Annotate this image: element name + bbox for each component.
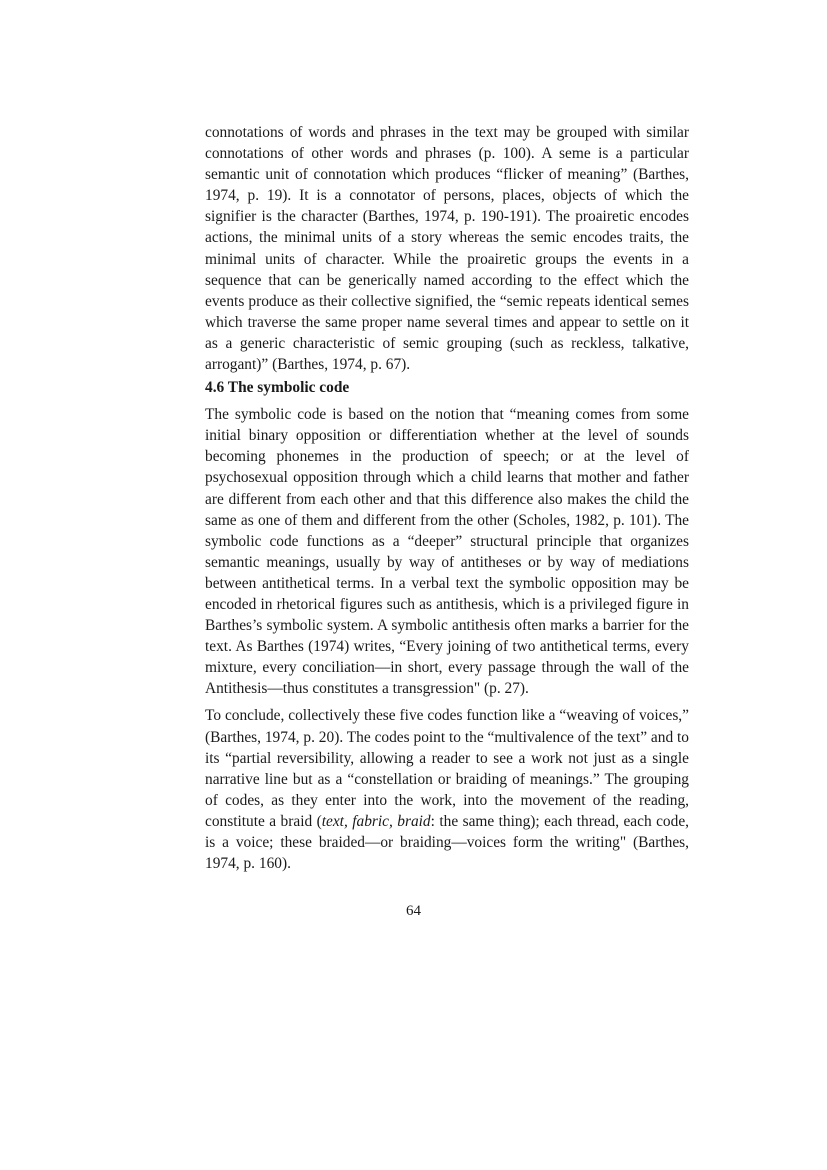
page-body (205, 122, 689, 874)
paragraph-semic-code: connotations of words and phrases in the text may be grouped with similar connotations of other words and phrases (p. 100). A seme is a particular semantic unit of connotation which produces “flicker of meaning” (Barthes, 1974, p. 19). It is a connotator of persons, places, objects of which the signifier is the character (Barthes, 1974, p. 190-191). The proairetic encodes actions, the minimal units of a story whereas the semic encodes traits, the minimal units of character. While the proairetic groups the events in a sequence that can be generically named according to the effect which the events produce as their collective signified, the “semic repeats identical semes which traverse the same proper name several times and appear to settle on it as a generic characteristic of semic grouping (such as reckless, talkative, arrogant)” (Barthes, 1974, p. 67). (205, 124, 689, 374)
conclusion-text-start: To conclude, collectively these five codes function like a “weaving of voices,” (Barthes, 1974, p. 20). The codes point to the “multivalence of the text” and to its “partial reversibility, allowing a reader to see a work not just as a single narrative line but as a “constellation or braiding of meanings.” The grouping of codes, as they enter into the work, into the movement of the reading, constitute a braid ( (205, 707, 689, 830)
conclusion-italic-text: text, fabric, braid (321, 812, 431, 830)
page-number: 64 (406, 903, 421, 919)
section-heading: 4.6 The symbolic code (205, 379, 350, 397)
conclusion-text-end: : the same thing); each thread, each code, is a voice; these braided—or braiding—voices form the writing" (Barthes, 1974, p. 160). (205, 812, 689, 873)
paragraph-conclusion (205, 705, 689, 874)
paragraph-symbolic-code: The symbolic code is based on the notion that “meaning comes from some initial binary opposition or differentiation whether at the level of sounds becoming phonemes in the production of speech; or at the level of psychosexual opposition through which a child learns that mother and father are different from each other and that this difference also makes the child the same as one of them and different from the other (Scholes, 1982, p. 101). The symbolic code functions as a “deeper” structural principle that organizes semantic meanings, usually by way of antitheses or by way of mediations between antithetical terms. In a verbal text the symbolic opposition may be encoded in rhetorical figures such as antithesis, which is a privileged figure in Barthes’s symbolic system. A symbolic antithesis often marks a barrier for the text. As Barthes (1974) writes, “Every joining of two antithetical terms, every mixture, every conciliation—in short, every passage through the wall of the Antithesis—thus constitutes a transgression" (p. 27). (205, 406, 689, 698)
